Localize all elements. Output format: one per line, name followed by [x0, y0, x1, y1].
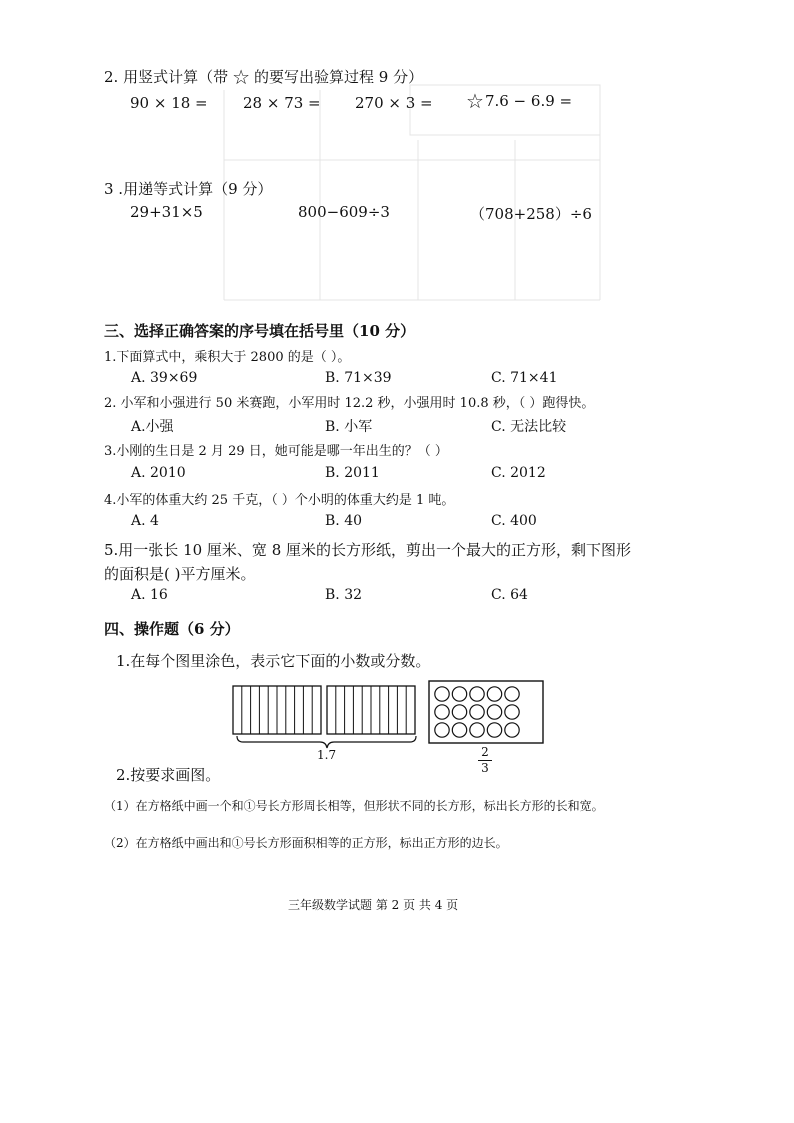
fraction-denominator: 3: [481, 761, 489, 775]
fraction-numerator: 2: [481, 745, 489, 759]
choice-q5-stem-line-1: 5.用一张长 10 厘米、宽 8 厘米的长方形纸，剪出一个最大的正方形，剩下图形: [104, 541, 632, 559]
circle-item: [487, 723, 501, 737]
circle-item: [505, 687, 519, 701]
section-4-title: 四、操作题（6 分）: [104, 620, 240, 638]
choice-q2-option-a: A.小强: [131, 419, 174, 435]
circle-item: [487, 687, 501, 701]
choice-q3-option-a: A. 2010: [131, 465, 186, 481]
star-icon: ☆: [232, 65, 251, 89]
circle-item: [505, 723, 519, 737]
circle-item: [452, 705, 466, 719]
choice-q1-stem: 1.下面算式中，乘积大于 2800 的是（ ）。: [104, 350, 351, 365]
q2-problem-4-expr: 7.6 − 6.9 =: [484, 92, 573, 110]
choice-q4-option-c: C. 400: [491, 513, 537, 529]
choice-q3-option-c: C. 2012: [491, 465, 546, 481]
section-3-title: 三、选择正确答案的序号填在括号里（10 分）: [104, 322, 416, 340]
choice-q1-option-b: B. 71×39: [325, 370, 392, 386]
q2-problem-1: 90 × 18 =: [130, 94, 208, 112]
choice-q5-option-a: A. 16: [131, 587, 168, 603]
bar-group: [233, 686, 415, 734]
choice-q2-stem: 2. 小军和小强进行 50 米赛跑，小军用时 12.2 秒，小强用时 10.8 秒，（ ）跑得快。: [104, 396, 595, 411]
operation-q2-title: 2.按要求画图。: [116, 766, 221, 784]
q2-problem-2: 28 × 73 =: [243, 94, 321, 112]
page-footer: 三年级数学试题 第 2 页 共 4 页: [288, 898, 459, 912]
circle-item: [470, 705, 484, 719]
q2-title: [104, 66, 423, 87]
circles-frame: [429, 681, 543, 743]
circle-item: [435, 723, 449, 737]
choice-q2-option-c: C. 无法比较: [491, 419, 567, 435]
circle-item: [487, 705, 501, 719]
circle-item: [435, 705, 449, 719]
circles-figure: [428, 680, 544, 744]
choice-q5-option-c: C. 64: [491, 587, 528, 603]
choice-q4-option-b: B. 40: [325, 513, 363, 529]
choice-q2-option-b: B. 小军: [325, 419, 373, 435]
decimal-bars-figure: [230, 684, 425, 750]
q3-problem-1: 29+31×5: [130, 203, 203, 221]
decimal-label: 1.7: [317, 748, 337, 762]
choice-q3-option-b: B. 2011: [325, 465, 380, 481]
circle-item: [452, 687, 466, 701]
q3-title: 3 .用递等式计算（9 分）: [104, 180, 273, 198]
circle-item: [452, 723, 466, 737]
circle-item: [505, 705, 519, 719]
q2-problem-3: 270 × 3 =: [355, 94, 433, 112]
choice-q4-stem: 4.小军的体重大约 25 千克，（ ）个小明的体重大约是 1 吨。: [104, 493, 455, 508]
circle-group: [435, 687, 519, 737]
star-icon: ☆: [466, 89, 484, 113]
choice-q1-option-a: A. 39×69: [131, 370, 198, 386]
fraction-label: [478, 746, 492, 775]
choice-q5-stem-line-2: 的面积是( )平方厘米。: [104, 565, 256, 583]
q3-problem-3: （708+258）÷6: [470, 205, 592, 223]
q2-problem-4: [466, 91, 572, 111]
q2-title-part-a: 2. 用竖式计算（带: [104, 68, 229, 86]
brace-mark: [237, 736, 416, 748]
choice-q3-stem: 3.小刚的生日是 2 月 29 日，她可能是哪一年出生的？（ ）: [104, 444, 448, 459]
operation-q2-item-1: （1）在方格纸中画一个和①号长方形周长相等，但形状不同的长方形，标出长方形的长和宽。: [104, 799, 604, 813]
operation-q2-item-2: （2）在方格纸中画出和①号长方形面积相等的正方形，标出正方形的边长。: [104, 836, 508, 850]
circle-item: [470, 723, 484, 737]
choice-q4-option-a: A. 4: [131, 513, 159, 529]
q3-problem-2: 800−609÷3: [298, 203, 390, 221]
circle-item: [435, 687, 449, 701]
operation-q1-title: 1.在每个图里涂色，表示它下面的小数或分数。: [116, 652, 431, 670]
choice-q5-option-b: B. 32: [325, 587, 363, 603]
circle-item: [470, 687, 484, 701]
q2-title-part-b: 的要写出验算过程 9 分）: [254, 68, 424, 86]
choice-q1-option-c: C. 71×41: [491, 370, 558, 386]
